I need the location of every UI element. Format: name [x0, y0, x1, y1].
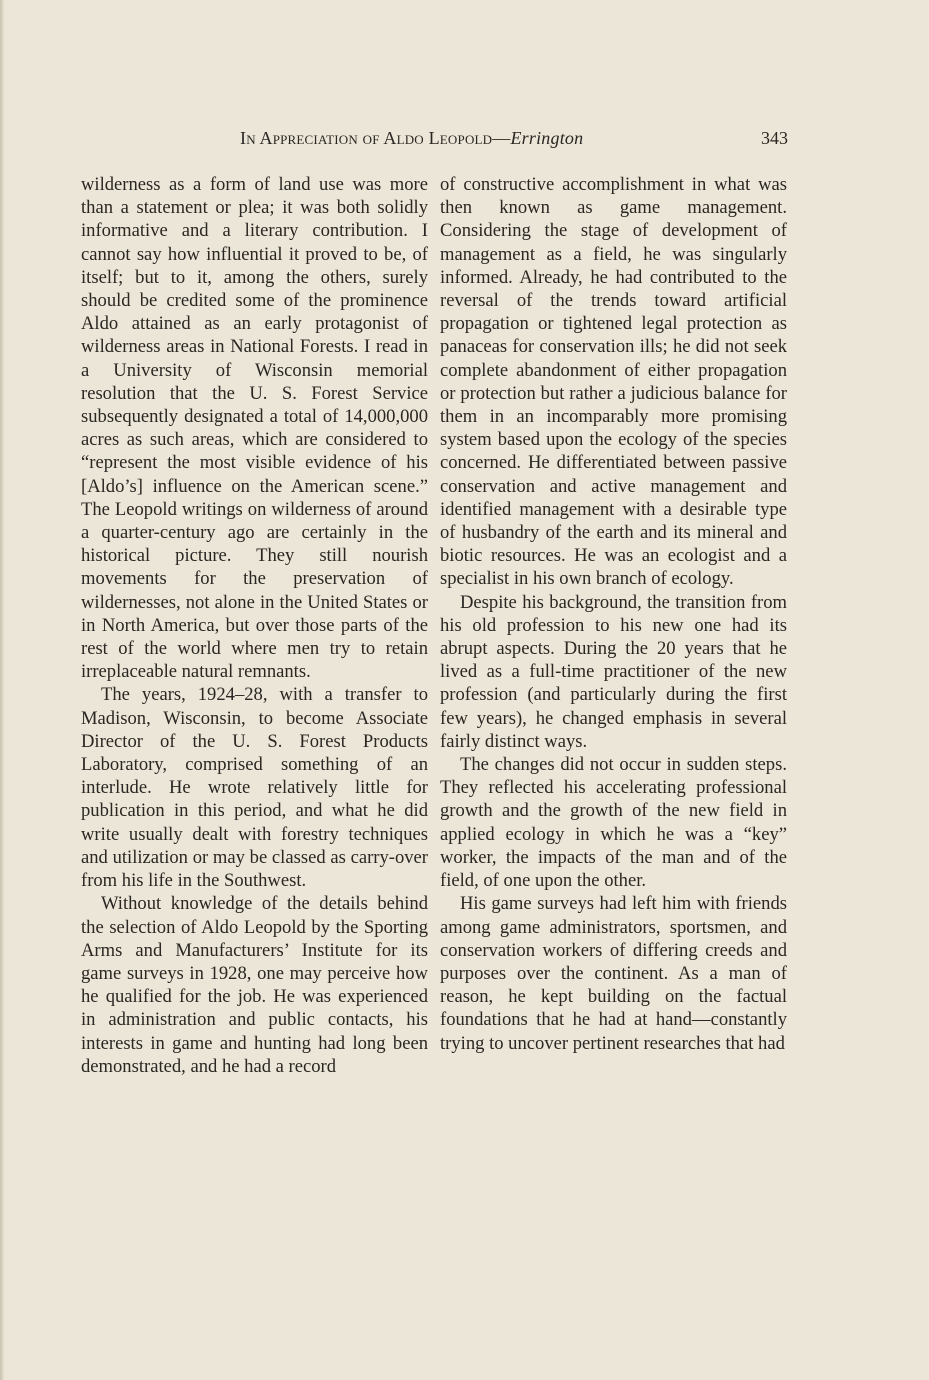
left-paragraph-2: The years, 1924–28, with a transfer to Madison, Wisconsin, to become Associate Director of the U. S. Forest Products Laboratory, comprised something of an interlude. He wrote relatively little for publication in this period, and what he did write usually dealt with forestry techniques and utilization or may be classed as carry-over from his life in the Southwest.: [81, 684, 428, 892]
left-column: [81, 173, 428, 1078]
right-paragraph-3: The changes did not occur in sudden steps. They reflected his accelerating professional growth and the growth of the new field in applied ecology in which he was a “key” worker, the impacts of the man and of the field, of one upon the other.: [440, 754, 787, 892]
right-paragraph-1: of constructive accomplishment in what was then known as game management. Considering the stage of development of management as a field, he was singularly informed. Already, he had contributed to the reversal of the trends toward artificial propagation or tightened legal protection as panaceas for conservation ills; he did not seek complete abandonment of either propagation or protection but rather a judicious balance for them in an incomparably more promising system based upon the ecology of the species concerned. He differentiated between passive conservation and active management and identified management with a desirable type of husbandry of the earth and its mineral and biotic resources. He was an ecologist and a specialist in his own branch of ecology.: [440, 174, 787, 590]
running-head-author: Errington: [510, 128, 584, 148]
left-paragraph-3: Without knowledge of the details behind the selection of Aldo Leopold by the Sporting Arms and Manufacturers’ Institute for its game surveys in 1928, one may perceive how he qualified for the job. He was experienced in administration and public contacts, his interests in game and hunting had long been demonstrated, and he had a record: [81, 893, 428, 1077]
right-paragraph-4: His game surveys had left him with friends among game administrators, sportsmen, and conservation workers of differing creeds and purposes over the continent. As a man of reason, he kept building on the factual foundations that he had at hand—constantly trying to uncover pertinent researches that had: [440, 893, 787, 1054]
page-edge: [0, 0, 4, 1380]
running-head-dash: —: [492, 128, 511, 148]
running-head-article-title: In Appreciation of Aldo Leopold: [240, 128, 493, 148]
running-head-title: [240, 128, 583, 149]
left-paragraph-1: wilderness as a form of land use was more than a statement or plea; it was both solidly informative and a literary contribution. I cannot say how influential it proved to be, of itself; but to it, among the others, surely should be credited some of the prominence Aldo attained as an early protagonist of wilderness areas in National Forests. I read in a University of Wisconsin memorial resolution that the U. S. Forest Service subsequently designated a total of 14,000,000 acres as such areas, which are considered to “represent the most visible evidence of his [Aldo’s] influence on the American scene.” The Leopold writings on wilderness of around a quarter-century ago are certainly in the historical picture. They still nourish movements for the preservation of wildernesses, not alone in the United States or in North America, but over those parts of the rest of the world where men try to retain irreplaceable natural remnants.: [81, 174, 428, 683]
right-column: [440, 173, 787, 1055]
running-head: [80, 128, 788, 154]
page-number: 343: [761, 128, 788, 148]
right-paragraph-2: Despite his background, the transition from his old profession to his new one had its abrupt aspects. During the 20 years that he lived as a full-time practitioner of the new profession (and particularly during the first few years), he changed emphasis in several fairly distinct ways.: [440, 591, 787, 752]
